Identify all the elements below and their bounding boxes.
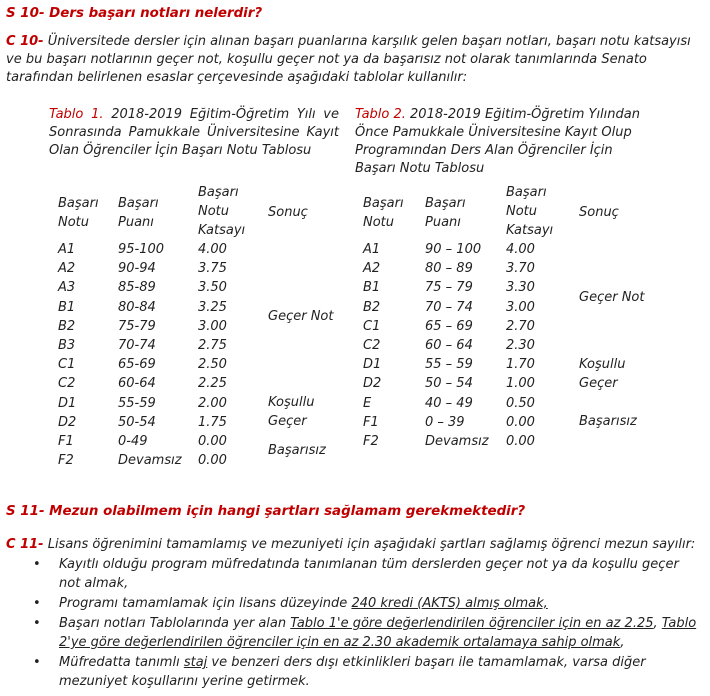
grade-cell: F1 (363, 414, 379, 430)
requirement-item: • Başarı notları Tablolarında yer alan Tablo 1'e göre değerlendirilen öğrenciler için en az 2.25, Tablo 2'ye göre değerlendirilen öğrenciler için en az 2.30 akademik ortalamaya sahip olmak, (33, 616, 697, 650)
coefficient-cell: 3.75 (198, 261, 227, 277)
coefficient-cell: 1.00 (506, 376, 535, 392)
score-cell: 80 – 89 (425, 261, 473, 277)
score-cell: 75 – 79 (425, 280, 473, 296)
coefficient-cell: 3.70 (506, 261, 535, 277)
table1-caption (49, 106, 339, 160)
score-cell: Devamsız (425, 434, 489, 449)
table1-result-cond1: Koşullu (268, 395, 315, 410)
question-s10: S 10- Ders başarı notları nelerdir? (6, 6, 263, 21)
table1-caption-text: 2018-2019 Eğitim-Öğretim Yılı ve Sonrasında Pamukkale Üniversitesine Kayıt Olan Öğrenciler İçin Başarı Notu Tablosu (49, 107, 339, 158)
score-cell: 95-100 (118, 242, 165, 257)
score-cell: 85-89 (118, 280, 156, 296)
score-cell: 50-54 (118, 414, 156, 430)
coefficient-cell: 0.00 (198, 434, 227, 449)
score-cell: 70-74 (118, 338, 156, 353)
score-cell: 60-64 (118, 376, 156, 392)
coefficient-cell: 3.30 (506, 280, 535, 296)
table2-header-coef: Başarı Notu Katsayı (506, 185, 554, 238)
score-cell: 55-59 (118, 395, 156, 411)
score-cell: 90 – 100 (425, 242, 482, 257)
coefficient-cell: 3.25 (198, 299, 227, 315)
table2-header-score: Başarı Puanı (425, 196, 466, 230)
score-cell: Devamsız (118, 453, 182, 469)
requirement-item: • Programı tamamlamak için lisans düzeyinde 240 kredi (AKTS) almış olmak, (33, 596, 548, 611)
grade-cell: D2 (58, 414, 77, 430)
score-cell: 75-79 (118, 318, 156, 334)
score-cell: 0 – 39 (425, 414, 465, 430)
score-cell: 60 – 64 (425, 338, 473, 353)
table1-header-result: Sonuç (268, 205, 308, 220)
table2-caption-text: 2018-2019 Eğitim-Öğretim Yılından Önce Pamukkale Üniversitesine Kayıt Olup Programından Ders Alan Öğrenciler İçin Başarı Notu Tablosu (355, 107, 640, 176)
coefficient-cell: 3.00 (198, 318, 227, 334)
table2-header-result: Sonuç (579, 205, 619, 220)
coefficient-cell: 3.00 (506, 299, 535, 315)
answer-s10 (6, 33, 702, 87)
grade-cell: A1 (58, 242, 76, 257)
grade-cell: D1 (363, 357, 382, 373)
table2-result-cond2: Geçer (579, 376, 618, 391)
table2-result-pass: Geçer Not (579, 290, 645, 305)
table2-header-grade: Başarı Notu (363, 196, 404, 230)
bullet-icon: • (33, 616, 41, 631)
coefficient-cell: 0.50 (506, 395, 535, 411)
grade-cell: B2 (58, 318, 76, 334)
score-cell: 40 – 49 (425, 395, 473, 411)
score-cell: 50 – 54 (425, 376, 473, 392)
table1-result-pass: Geçer Not (268, 309, 334, 324)
grade-cell: A1 (363, 242, 381, 257)
coefficient-cell: 4.00 (506, 242, 535, 257)
coefficient-cell: 2.70 (506, 318, 535, 334)
grade-cell: F1 (58, 434, 74, 449)
table1-header-coef: Başarı Notu Katsayı (198, 185, 246, 238)
grade-cell: A3 (58, 280, 76, 296)
score-cell: 55 – 59 (425, 357, 473, 373)
grade-cell: D2 (363, 376, 382, 392)
requirement-item: • Müfredatta tanımlı staj ve benzeri ders dışı etkinlikleri başarı ile tamamlamak, varsa diğer mezuniyet koşullarını yerine getirmek. (33, 655, 646, 689)
answer-s10-label: C 10- (6, 34, 44, 49)
grade-cell: C2 (363, 338, 381, 353)
coefficient-cell: 2.75 (198, 338, 227, 353)
coefficient-cell: 3.50 (198, 280, 227, 296)
grade-cell: C1 (58, 357, 76, 373)
coefficient-cell: 4.00 (198, 242, 227, 257)
grade-cell: E (363, 395, 372, 411)
answer-s11 (6, 536, 702, 554)
bullet-icon: • (33, 655, 41, 670)
grade-cell: C2 (58, 376, 76, 392)
table2-caption-prefix: Tablo 2. (355, 107, 406, 122)
coefficient-cell: 0.00 (198, 453, 227, 469)
grade-cell: A2 (58, 261, 76, 277)
bullet-icon: • (33, 557, 41, 572)
coefficient-cell: 0.00 (506, 414, 535, 430)
score-cell: 70 – 74 (425, 299, 473, 315)
requirement-item: • Kayıtlı olduğu program müfredatında tanımlanan tüm derslerden geçer not ya da koşullu geçer not almak, (33, 557, 679, 591)
bullet-icon: • (33, 596, 41, 611)
score-cell: 80-84 (118, 299, 156, 315)
grade-cell: B3 (58, 338, 76, 353)
table1-result-cond2: Geçer (268, 414, 307, 429)
coefficient-cell: 1.70 (506, 357, 535, 373)
score-cell: 0-49 (118, 434, 148, 449)
coefficient-cell: 2.30 (506, 338, 535, 353)
coefficient-cell: 2.25 (198, 376, 227, 392)
graduation-requirements-list (33, 555, 699, 691)
table1-header-score: Başarı Puanı (118, 196, 159, 230)
table1-header-grade: Başarı Notu (58, 196, 99, 230)
grade-cell: B1 (58, 299, 76, 315)
grade-cell: B2 (363, 299, 381, 315)
coefficient-cell: 2.00 (198, 395, 227, 411)
score-cell: 65-69 (118, 357, 156, 373)
table1-caption-prefix: Tablo 1. (49, 107, 104, 122)
grade-cell: A2 (363, 261, 381, 277)
score-cell: 90-94 (118, 261, 156, 277)
grade-cell: D1 (58, 395, 77, 411)
question-s11: S 11- Mezun olabilmem için hangi şartları sağlamam gerekmektedir? (6, 504, 526, 519)
coefficient-cell: 0.00 (506, 434, 535, 449)
table2-result-cond1: Koşullu (579, 357, 626, 372)
coefficient-cell: 2.50 (198, 357, 227, 373)
grade-cell: F2 (363, 434, 379, 449)
answer-s10-text: Üniversitede dersler için alınan başarı puanlarına karşılık gelen başarı notları, başarı notu katsayısı ve bu başarı notlarının geçer not, koşullu geçer not ya da başarısız not olarak tanımlarında Senato tarafından belirlenen esaslar çerçevesinde aşağıdaki tablolar kullanılır: (6, 34, 691, 85)
answer-s11-label: C 11- (6, 537, 44, 552)
score-cell: 65 – 69 (425, 318, 473, 334)
answer-s11-text: Lisans öğrenimini tamamlamış ve mezuniyeti için aşağıdaki şartları sağlamış öğrenci mezun sayılır: (43, 537, 696, 552)
grade-cell: F2 (58, 453, 74, 469)
coefficient-cell: 1.75 (198, 414, 227, 430)
grade-cell: C1 (363, 318, 381, 334)
table2-result-fail: Başarısız (579, 414, 637, 429)
grade-cell: B1 (363, 280, 381, 296)
table1-result-fail: Başarısız (268, 443, 326, 458)
table2-caption (355, 106, 651, 178)
